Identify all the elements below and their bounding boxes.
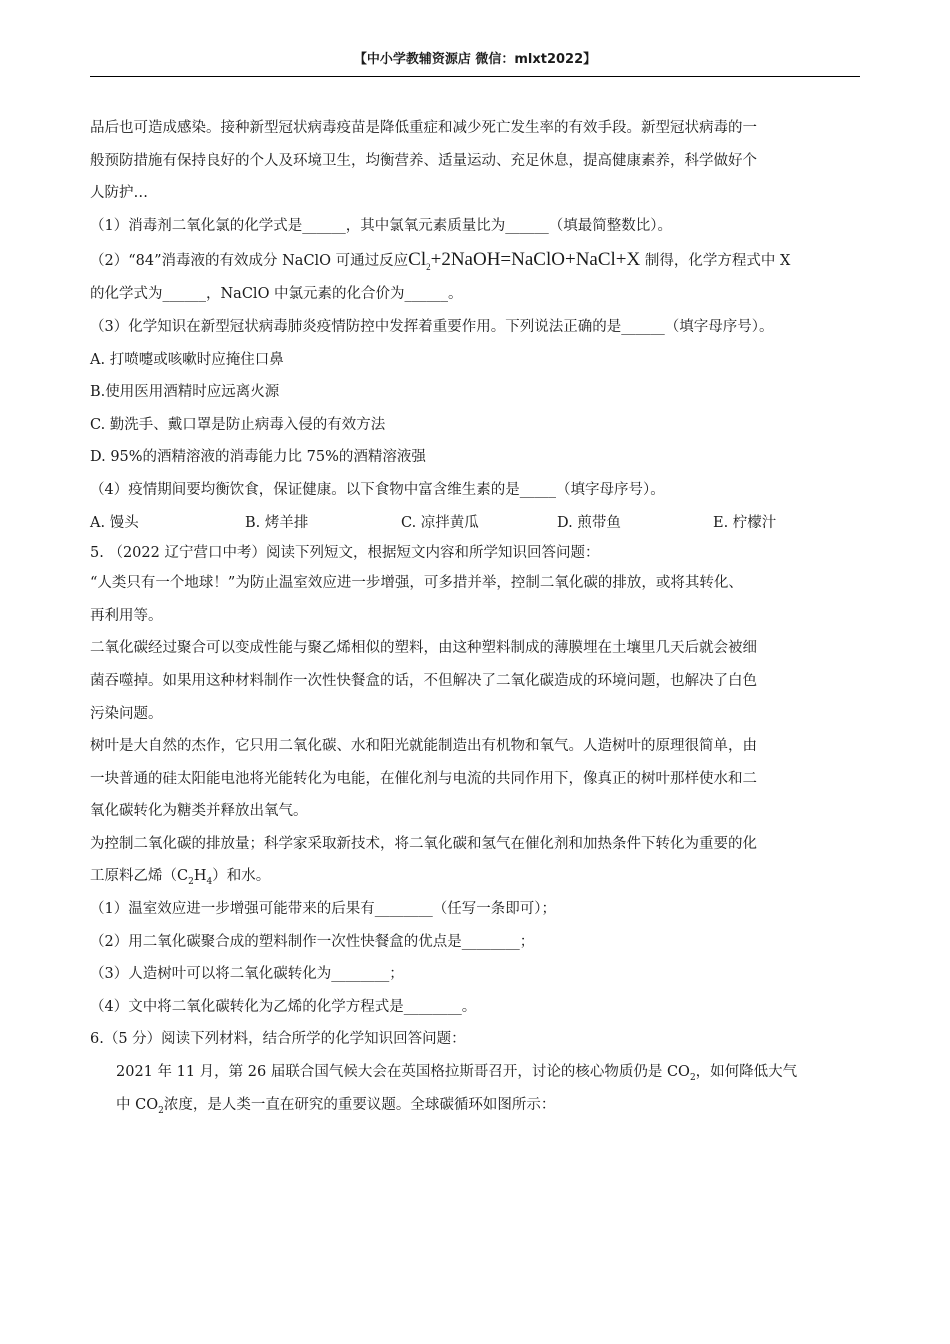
q4-part-1: （1）消毒剂二氧化氯的化学式是______，其中氯氧元素质量比为______（填最简整数比）。 [90,217,672,234]
q5-para-4-line-1: 为控制二氧化碳的排放量；科学家采取新技术，将二氧化碳和氢气在催化剂和加热条件下转化为重要的化 [90,835,757,852]
q5-para-2-line-1: 二氧化碳经过聚合可以变成性能与聚乙烯相似的塑料，由这种塑料制成的薄膜埋在土壤里几天后就会被细 [90,640,757,657]
q6-line-1 [90,1056,860,1089]
q5-para-3-line-1: 树叶是大自然的杰作，它只用二氧化碳、水和阳光就能制造出有机物和氧气。人造树叶的原理很简单，由 [90,738,757,755]
q5-para-4-line-2 [90,860,860,893]
q5-question-2: （2）用二氧化碳聚合成的塑料制作一次性快餐盒的优点是________； [90,933,535,950]
q4-part-3: （3）化学知识在新型冠状病毒肺炎疫情防控中发挥着重要作用。下列说法正确的是______（填字母序号）。 [90,318,774,335]
q5-para-3-line-2: 一块普通的硅太阳能电池将光能转化为电能，在催化剂与电流的共同作用下，像真正的树叶那样使水和二 [90,770,757,787]
q6-line-1-sub: 2 [689,1072,696,1083]
ethylene-text-b: H [193,868,207,885]
page-header: 【中小学教辅资源店 微信：mlxt2022】 [353,52,597,67]
q6-line-1-b: ，如何降低大气 [695,1064,798,1081]
q6-line-2-b: 浓度，是人类一直在研究的重要议题。全球碳循环如图所示： [163,1096,556,1113]
q6-title: 6.（5 分）阅读下列材料，结合所学的化学知识回答问题： [90,1031,466,1048]
option-a: A. 打喷嚏或咳嗽时应掩住口鼻 [90,351,284,368]
option-c: C. 勤洗手、戴口罩是防止病毒入侵的有效方法 [90,416,386,433]
option-b: B.使用医用酒精时应远离火源 [90,384,280,401]
intro-line-1: 品后也可造成感染。接种新型冠状病毒疫苗是降低重症和减少死亡发生率的有效手段。新型冠状病毒的一 [90,120,757,136]
reaction-equation [408,249,641,273]
q4-part-4: （4）疫情期间要均衡饮食，保证健康。以下食物中富含维生素的是_____（填字母序号）。 [90,481,665,498]
q4-part-2 [90,242,860,278]
intro-line-3: 人防护… [90,185,148,202]
q5-para-1-line-2: 再利用等。 [90,607,163,624]
q6-line-2-a: 中 CO [116,1096,159,1113]
q5-question-1: （1）温室效应进一步增强可能带来的后果有________（任写一条即可）； [90,901,556,918]
q5-para-2-line-2: 菌吞噬掉。如果用这种材料制作一次性快餐盒的话，不但解决了二氧化碳造成的环境问题，也解决了白色 [90,672,757,689]
food-option-d: D. 煎带鱼 [557,514,621,531]
ethylene-sub-c: 2 [188,877,194,888]
intro-line-2: 般预防措施有保持良好的个人及环境卫生，均衡营养、适量运动、充足休息，提高健康素养，科学做好个 [90,152,757,169]
q5-title: 5. （2022 辽宁营口中考）阅读下列短文，根据短文内容和所学知识回答问题： [90,545,600,562]
ethylene-text-a: 工原料乙烯（C [90,868,189,885]
q4-part-2-end: 制得，化学方程式中 X [640,253,791,270]
q5-para-2-line-3: 污染问题。 [90,705,163,722]
option-d: D. 95%的酒精溶液的消毒能力比 75%的酒精溶液强 [90,449,426,466]
header-divider [90,76,860,77]
food-options [90,507,860,540]
food-option-a: A. 馒头 [90,514,139,531]
reaction-cl: Cl [408,249,427,271]
document-body [90,112,860,1121]
q6-line-2 [90,1089,860,1122]
food-option-e: E. 柠檬汁 [713,514,777,531]
ethylene-sub-h: 4 [206,877,213,888]
reaction-rest: +2NaOH=NaClO+NaCl+X [430,249,641,271]
q6-line-1-a: 2021 年 11 月，第 26 届联合国气候大会在英国格拉斯哥召开，讨论的核心物质仍是 CO [116,1064,690,1081]
ethylene-text-c: ）和水。 [212,868,271,885]
reaction-cl-subscript: 2 [426,262,431,273]
q5-question-3: （3）人造树叶可以将二氧化碳转化为________； [90,966,404,983]
q4-part-2-line-2: 的化学式为______，NaClO 中氯元素的化合价为______。 [90,286,463,303]
q6-line-2-sub: 2 [158,1105,164,1116]
q4-part-2-start: （2）“84”消毒液的有效成分 NaClO 可通过反应 [90,253,409,270]
food-option-b: B. 烤羊排 [245,514,309,531]
food-option-c: C. 凉拌黄瓜 [401,514,479,531]
q5-para-3-line-3: 氧化碳转化为糖类并释放出氧气。 [90,803,308,820]
q5-question-4: （4）文中将二氧化碳转化为乙烯的化学方程式是________。 [90,998,477,1015]
q5-para-1-line-1: “人类只有一个地球！”为防止温室效应进一步增强，可多措并举，控制二氧化碳的排放，或将其转化、 [90,575,743,592]
